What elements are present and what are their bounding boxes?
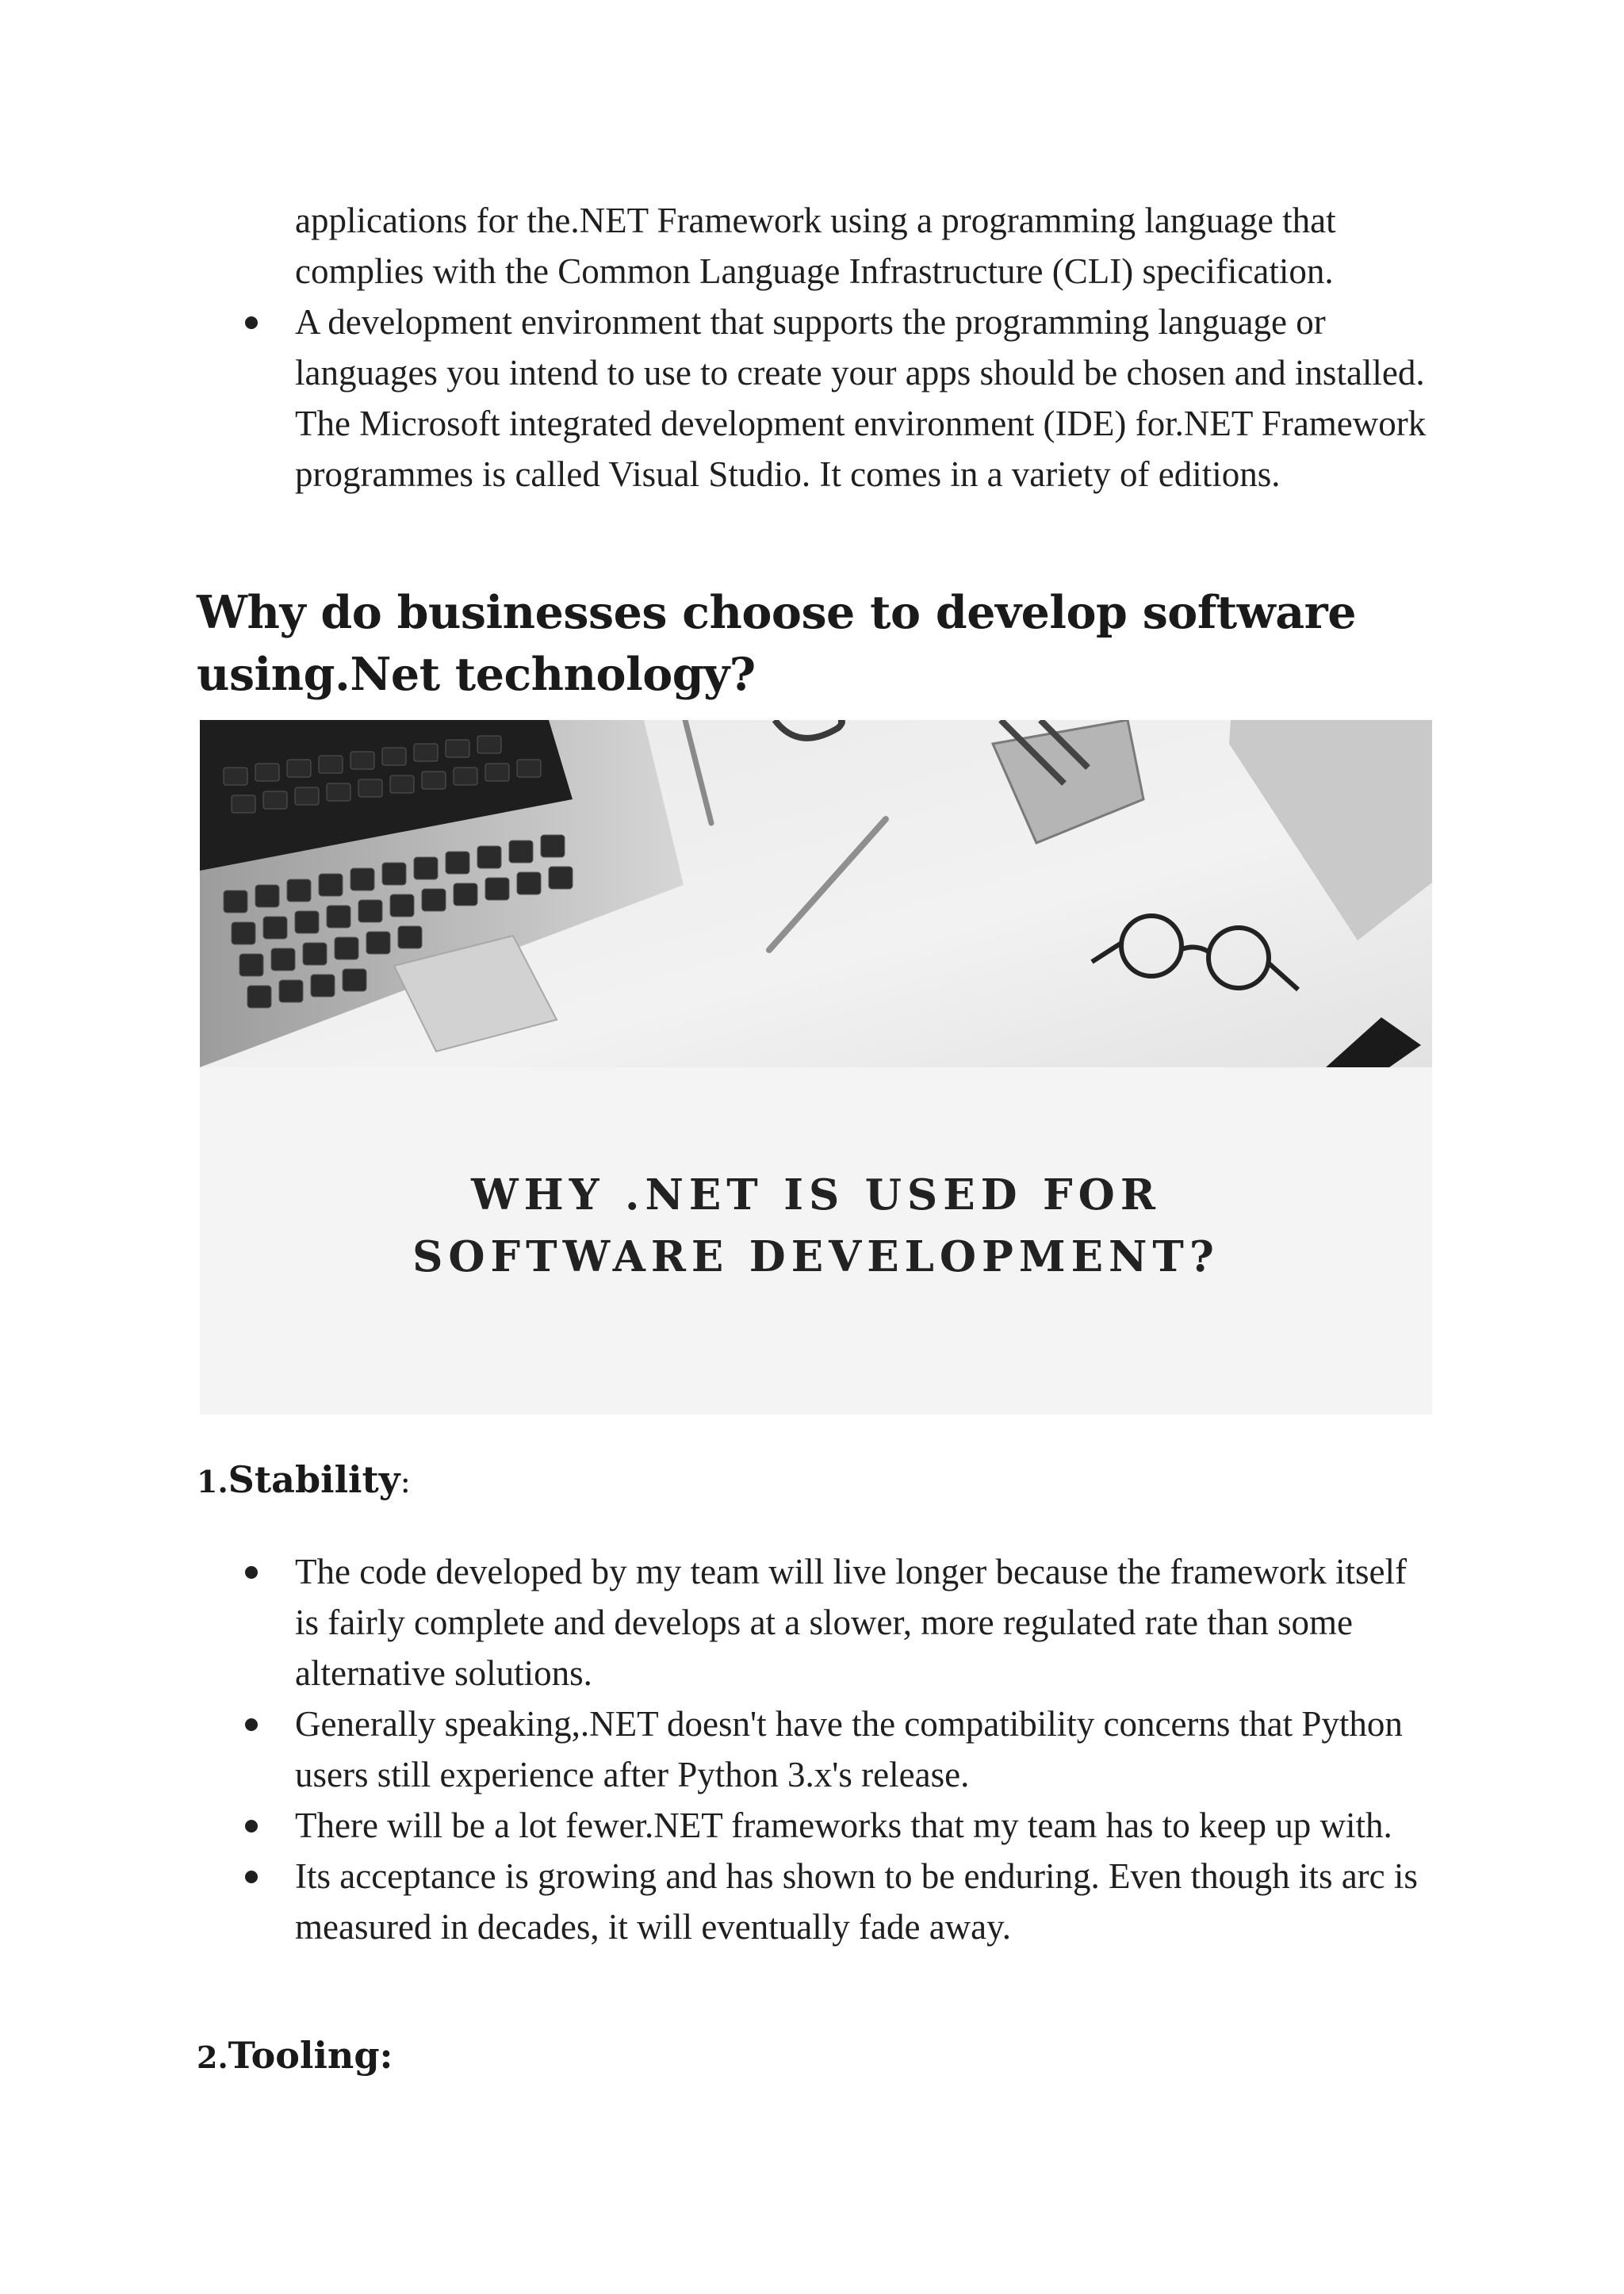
list-item bbox=[295, 1851, 1437, 1952]
banner-caption-line: SOFTWARE DEVELOPMENT? bbox=[412, 1232, 1220, 1281]
bullet-icon bbox=[245, 316, 258, 329]
desk-photo bbox=[200, 720, 1432, 1415]
list-item bbox=[295, 297, 1437, 500]
heading-title: Stability bbox=[228, 1458, 400, 1501]
banner-caption-line: WHY .NET IS USED FOR bbox=[471, 1170, 1161, 1220]
list-item-text: The code developed by my team will live longer because the framework itself is fairly complete and develops at a slower, more regulated rate than some alternative solutions. bbox=[295, 1552, 1407, 1693]
heading-number: 1. bbox=[197, 1464, 228, 1499]
bullet-icon bbox=[245, 1820, 258, 1833]
intro-bullet-list bbox=[295, 297, 1437, 500]
bullet-icon bbox=[245, 1566, 258, 1579]
list-item-text: Generally speaking,.NET doesn't have the compatibility concerns that Python users still experience after Python 3.x's release. bbox=[295, 1704, 1403, 1794]
list-item bbox=[295, 1546, 1437, 1698]
list-item-text: A development environment that supports the programming language or languages you intend to use to create your apps should be chosen and installed. The Microsoft integrated development environment (IDE) for.NET Framework programmes is called Visual Studio. It comes in a variety of editions. bbox=[295, 302, 1427, 494]
intro-continuation-text: applications for the.NET Framework using a programming language that complies with the Common Language Infrastructure (CLI) specification. bbox=[295, 201, 1336, 291]
tooling-heading bbox=[197, 2032, 393, 2081]
banner-caption bbox=[200, 1164, 1432, 1288]
bullet-icon bbox=[245, 1871, 258, 1883]
heading-colon: : bbox=[400, 1464, 411, 1500]
heading-title: Tooling: bbox=[228, 2034, 393, 2077]
list-item-text: There will be a lot fewer.NET frameworks that my team has to keep up with. bbox=[295, 1806, 1392, 1845]
heading-number: 2. bbox=[197, 2039, 228, 2075]
banner-image bbox=[200, 720, 1432, 1415]
list-item-text: Its acceptance is growing and has shown to be enduring. Even though its arc is measured in decades, it will eventually fade away. bbox=[295, 1856, 1418, 1947]
list-item bbox=[295, 1698, 1437, 1800]
list-item bbox=[295, 1800, 1437, 1851]
stability-heading bbox=[197, 1456, 411, 1506]
stability-bullet-list bbox=[295, 1546, 1437, 1952]
bullet-icon bbox=[245, 1718, 258, 1731]
section-heading: Why do businesses choose to develop software using.Net technology? bbox=[197, 586, 1356, 701]
